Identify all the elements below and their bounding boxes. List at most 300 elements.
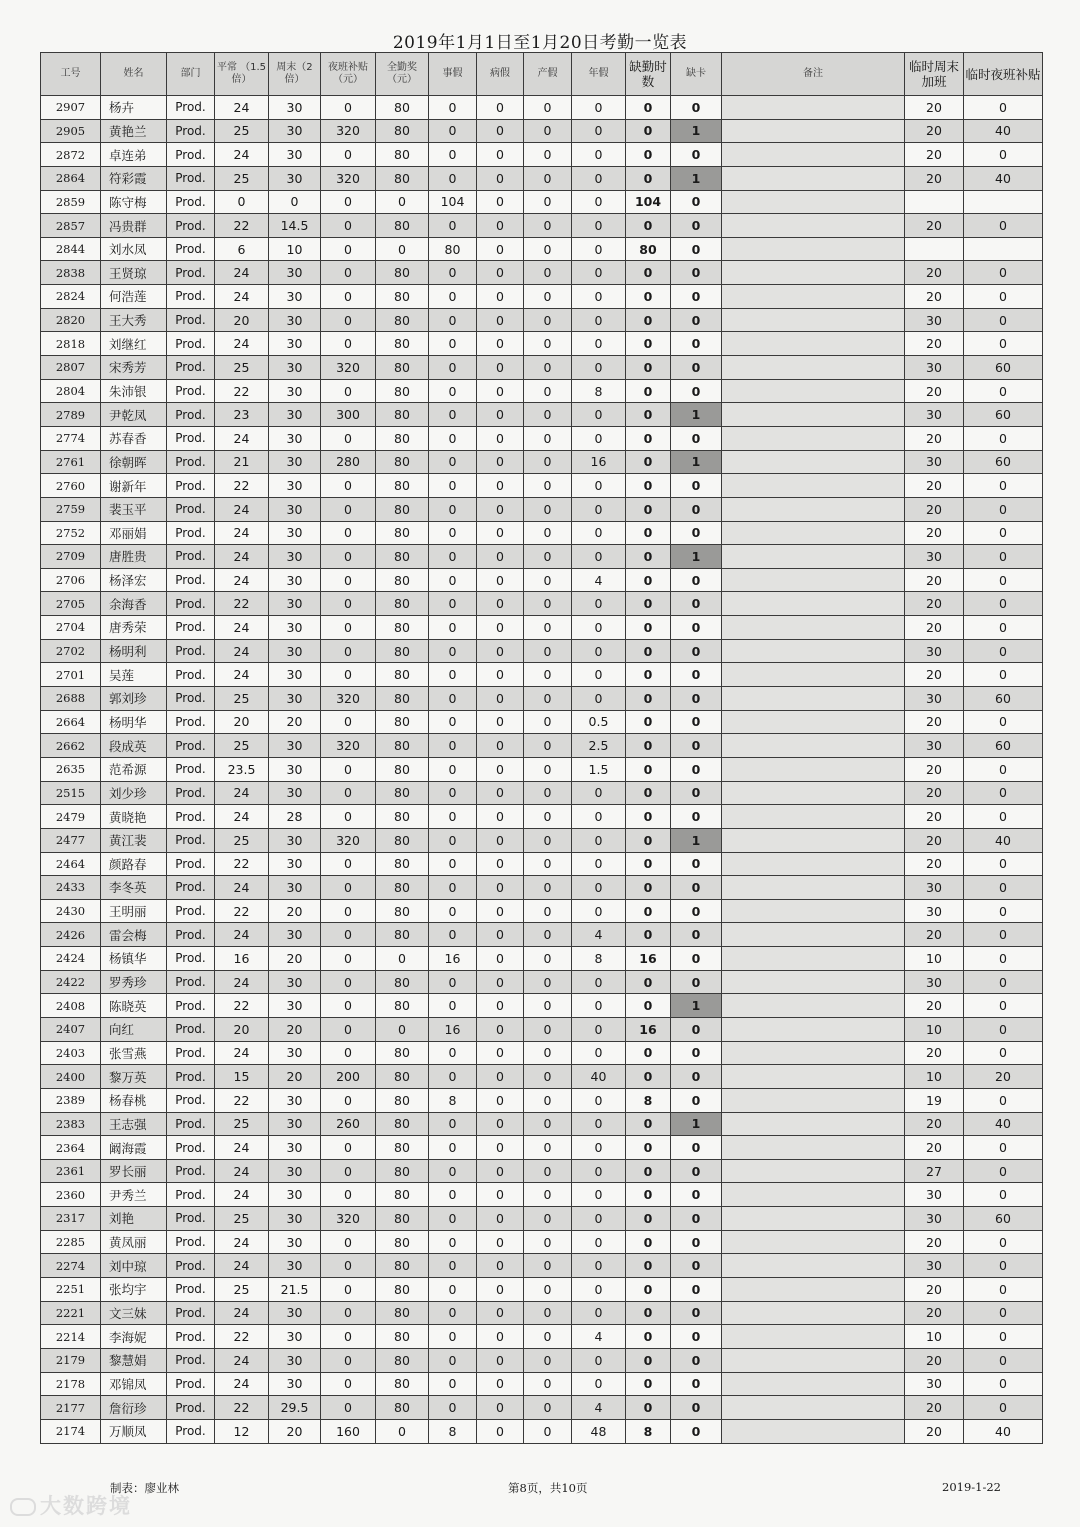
column-header: 临时周末加班 <box>905 53 964 96</box>
cell-maternity-leave: 0 <box>524 379 572 403</box>
cell-maternity-leave: 0 <box>524 970 572 994</box>
cell-night-allowance: 0 <box>321 285 376 309</box>
cell-annual-leave: 0 <box>572 356 626 380</box>
cell-annual-leave: 0 <box>572 426 626 450</box>
cell-maternity-leave: 0 <box>524 545 572 569</box>
table-row <box>41 545 1043 569</box>
cell-sick-leave: 0 <box>477 1254 524 1278</box>
cell-department: Prod. <box>167 1088 215 1112</box>
table-row <box>41 285 1043 309</box>
cell-temp-weekend-ot: 30 <box>905 450 964 474</box>
cell-annual-leave: 16 <box>572 450 626 474</box>
cell-temp-night-allowance: 0 <box>964 474 1043 498</box>
cell-night-allowance: 0 <box>321 1372 376 1396</box>
cell-temp-weekend-ot: 10 <box>905 1017 964 1041</box>
cell-night-allowance: 0 <box>321 1254 376 1278</box>
cell-attendance-bonus: 0 <box>376 1419 429 1443</box>
cell-sick-leave: 0 <box>477 734 524 758</box>
cell-attendance-bonus: 80 <box>376 568 429 592</box>
cell-weekday-ot: 15 <box>215 1065 269 1089</box>
cell-weekday-ot: 24 <box>215 332 269 356</box>
cell-temp-weekend-ot: 20 <box>905 1136 964 1160</box>
cell-temp-weekend-ot: 20 <box>905 166 964 190</box>
cell-attendance-bonus: 80 <box>376 119 429 143</box>
cell-remarks <box>722 332 905 356</box>
cell-annual-leave: 0 <box>572 143 626 167</box>
cell-missed-punch: 0 <box>671 1041 722 1065</box>
cell-night-allowance: 0 <box>321 1088 376 1112</box>
cell-night-allowance: 0 <box>321 639 376 663</box>
cell-temp-weekend-ot: 20 <box>905 1112 964 1136</box>
cell-absence-hours: 0 <box>626 1136 671 1160</box>
cell-temp-night-allowance: 0 <box>964 332 1043 356</box>
cell-temp-night-allowance <box>964 190 1043 214</box>
cell-weekend-ot: 30 <box>269 308 321 332</box>
cell-maternity-leave: 0 <box>524 1230 572 1254</box>
cell-weekday-ot: 21 <box>215 450 269 474</box>
cell-sick-leave: 0 <box>477 1419 524 1443</box>
cell-annual-leave: 0 <box>572 497 626 521</box>
cell-temp-weekend-ot: 20 <box>905 214 964 238</box>
cell-weekday-ot: 22 <box>215 214 269 238</box>
cell-temp-night-allowance: 20 <box>964 1065 1043 1089</box>
cell-temp-weekend-ot: 20 <box>905 592 964 616</box>
cell-temp-night-allowance: 0 <box>964 1348 1043 1372</box>
cell-temp-night-allowance: 0 <box>964 1325 1043 1349</box>
cell-employee-name: 余海香 <box>101 592 167 616</box>
cell-temp-weekend-ot: 30 <box>905 545 964 569</box>
cell-maternity-leave: 0 <box>524 734 572 758</box>
cell-sick-leave: 0 <box>477 1183 524 1207</box>
cell-temp-weekend-ot: 20 <box>905 710 964 734</box>
cell-sick-leave: 0 <box>477 403 524 427</box>
cell-night-allowance: 0 <box>321 592 376 616</box>
cell-absence-hours: 0 <box>626 285 671 309</box>
cell-temp-weekend-ot: 20 <box>905 923 964 947</box>
cell-employee-name: 杨明华 <box>101 710 167 734</box>
cell-personal-leave: 0 <box>429 1207 477 1231</box>
cell-personal-leave: 0 <box>429 332 477 356</box>
cell-annual-leave: 0 <box>572 1159 626 1183</box>
cell-employee-id: 2688 <box>41 687 101 711</box>
cell-absence-hours: 0 <box>626 521 671 545</box>
cell-employee-id: 2361 <box>41 1159 101 1183</box>
cell-missed-punch: 1 <box>671 1112 722 1136</box>
cell-night-allowance: 0 <box>321 994 376 1018</box>
cell-employee-name: 范希源 <box>101 757 167 781</box>
cell-personal-leave: 0 <box>429 521 477 545</box>
cell-department: Prod. <box>167 474 215 498</box>
cell-personal-leave: 80 <box>429 237 477 261</box>
cell-temp-weekend-ot: 20 <box>905 757 964 781</box>
cell-maternity-leave: 0 <box>524 899 572 923</box>
table-row <box>41 1112 1043 1136</box>
cell-remarks <box>722 96 905 120</box>
cell-weekend-ot: 14.5 <box>269 214 321 238</box>
cell-annual-leave: 8 <box>572 379 626 403</box>
cell-temp-weekend-ot: 30 <box>905 687 964 711</box>
cell-remarks <box>722 1017 905 1041</box>
cell-employee-name: 万顺凤 <box>101 1419 167 1443</box>
cell-absence-hours: 0 <box>626 1230 671 1254</box>
table-row <box>41 166 1043 190</box>
cell-weekday-ot: 20 <box>215 308 269 332</box>
cell-sick-leave: 0 <box>477 923 524 947</box>
cell-maternity-leave: 0 <box>524 781 572 805</box>
cell-temp-weekend-ot: 10 <box>905 947 964 971</box>
table-row <box>41 1230 1043 1254</box>
cell-department: Prod. <box>167 1348 215 1372</box>
cell-weekend-ot: 30 <box>269 474 321 498</box>
cell-weekday-ot: 22 <box>215 379 269 403</box>
cell-weekday-ot: 25 <box>215 1207 269 1231</box>
cell-weekend-ot: 30 <box>269 166 321 190</box>
cell-employee-name: 陈守梅 <box>101 190 167 214</box>
cell-attendance-bonus: 80 <box>376 734 429 758</box>
cell-absence-hours: 0 <box>626 994 671 1018</box>
cell-sick-leave: 0 <box>477 1088 524 1112</box>
cell-temp-weekend-ot: 27 <box>905 1159 964 1183</box>
cell-weekend-ot: 30 <box>269 616 321 640</box>
cell-weekday-ot: 24 <box>215 663 269 687</box>
cell-annual-leave: 0 <box>572 1017 626 1041</box>
cell-weekend-ot: 20 <box>269 1065 321 1089</box>
cell-remarks <box>722 356 905 380</box>
cell-temp-night-allowance <box>964 237 1043 261</box>
cell-employee-name: 颜路春 <box>101 852 167 876</box>
cell-remarks <box>722 1112 905 1136</box>
cell-weekday-ot: 22 <box>215 852 269 876</box>
table-row <box>41 1088 1043 1112</box>
cell-department: Prod. <box>167 734 215 758</box>
cell-employee-id: 2635 <box>41 757 101 781</box>
cell-temp-weekend-ot <box>905 237 964 261</box>
cell-employee-name: 王大秀 <box>101 308 167 332</box>
table-row <box>41 1159 1043 1183</box>
cell-department: Prod. <box>167 379 215 403</box>
cell-absence-hours: 0 <box>626 828 671 852</box>
cell-remarks <box>722 285 905 309</box>
cell-annual-leave: 0 <box>572 852 626 876</box>
cell-personal-leave: 0 <box>429 616 477 640</box>
cell-personal-leave: 0 <box>429 403 477 427</box>
cell-missed-punch: 1 <box>671 166 722 190</box>
cell-attendance-bonus: 80 <box>376 970 429 994</box>
cell-temp-night-allowance: 0 <box>964 1088 1043 1112</box>
table-row <box>41 592 1043 616</box>
cell-attendance-bonus: 80 <box>376 285 429 309</box>
cell-employee-name: 向红 <box>101 1017 167 1041</box>
cell-sick-leave: 0 <box>477 828 524 852</box>
table-row <box>41 616 1043 640</box>
cell-weekend-ot: 30 <box>269 687 321 711</box>
cell-weekend-ot: 30 <box>269 1159 321 1183</box>
cell-absence-hours: 0 <box>626 143 671 167</box>
cell-employee-name: 王贤琼 <box>101 261 167 285</box>
table-row <box>41 852 1043 876</box>
cell-annual-leave: 4 <box>572 568 626 592</box>
cell-night-allowance: 0 <box>321 1278 376 1302</box>
cell-weekend-ot: 30 <box>269 592 321 616</box>
cell-temp-night-allowance: 0 <box>964 710 1043 734</box>
cell-night-allowance: 0 <box>321 426 376 450</box>
cell-weekday-ot: 0 <box>215 190 269 214</box>
column-header: 临时夜班补贴 <box>964 53 1043 96</box>
cell-department: Prod. <box>167 568 215 592</box>
cell-attendance-bonus: 80 <box>376 1183 429 1207</box>
cell-personal-leave: 0 <box>429 757 477 781</box>
cell-sick-leave: 0 <box>477 96 524 120</box>
cell-missed-punch: 0 <box>671 568 722 592</box>
table-row <box>41 474 1043 498</box>
cell-attendance-bonus: 80 <box>376 497 429 521</box>
cell-weekday-ot: 22 <box>215 994 269 1018</box>
cell-absence-hours: 0 <box>626 568 671 592</box>
cell-employee-name: 杨泽宏 <box>101 568 167 592</box>
cell-weekend-ot: 30 <box>269 1207 321 1231</box>
table-row <box>41 143 1043 167</box>
cell-employee-name: 李冬英 <box>101 876 167 900</box>
cell-temp-weekend-ot: 30 <box>905 876 964 900</box>
cell-temp-weekend-ot: 30 <box>905 308 964 332</box>
cell-attendance-bonus: 80 <box>376 166 429 190</box>
cell-personal-leave: 0 <box>429 1396 477 1420</box>
cell-sick-leave: 0 <box>477 166 524 190</box>
cell-missed-punch: 0 <box>671 899 722 923</box>
cell-maternity-leave: 0 <box>524 1207 572 1231</box>
cell-night-allowance: 0 <box>321 1230 376 1254</box>
cell-attendance-bonus: 80 <box>376 356 429 380</box>
cell-remarks <box>722 237 905 261</box>
cell-personal-leave: 0 <box>429 734 477 758</box>
cell-temp-weekend-ot: 30 <box>905 899 964 923</box>
cell-sick-leave: 0 <box>477 1301 524 1325</box>
cell-employee-id: 2430 <box>41 899 101 923</box>
cell-personal-leave: 0 <box>429 828 477 852</box>
cell-night-allowance: 0 <box>321 805 376 829</box>
cell-temp-weekend-ot: 30 <box>905 1183 964 1207</box>
cell-maternity-leave: 0 <box>524 403 572 427</box>
cell-temp-weekend-ot: 30 <box>905 1207 964 1231</box>
cell-attendance-bonus: 80 <box>376 781 429 805</box>
cell-maternity-leave: 0 <box>524 1136 572 1160</box>
cell-temp-weekend-ot: 20 <box>905 663 964 687</box>
cell-absence-hours: 0 <box>626 1041 671 1065</box>
cell-employee-id: 2285 <box>41 1230 101 1254</box>
cell-temp-night-allowance: 0 <box>964 568 1043 592</box>
cell-weekday-ot: 22 <box>215 1325 269 1349</box>
cell-weekday-ot: 24 <box>215 1136 269 1160</box>
cell-temp-weekend-ot: 20 <box>905 474 964 498</box>
cell-missed-punch: 1 <box>671 828 722 852</box>
cell-personal-leave: 0 <box>429 781 477 805</box>
cell-weekend-ot: 0 <box>269 190 321 214</box>
cell-annual-leave: 0 <box>572 1207 626 1231</box>
cell-missed-punch: 0 <box>671 1396 722 1420</box>
column-header: 年假 <box>572 53 626 96</box>
cell-temp-weekend-ot: 20 <box>905 119 964 143</box>
cell-weekend-ot: 30 <box>269 332 321 356</box>
cell-employee-name: 黄凤丽 <box>101 1230 167 1254</box>
cell-attendance-bonus: 80 <box>376 1230 429 1254</box>
cell-night-allowance: 260 <box>321 1112 376 1136</box>
cell-employee-name: 吴莲 <box>101 663 167 687</box>
cell-annual-leave: 0 <box>572 828 626 852</box>
cell-employee-id: 2317 <box>41 1207 101 1231</box>
cell-maternity-leave: 0 <box>524 592 572 616</box>
cell-personal-leave: 0 <box>429 899 477 923</box>
cell-personal-leave: 16 <box>429 947 477 971</box>
cell-temp-weekend-ot: 20 <box>905 143 964 167</box>
cell-sick-leave: 0 <box>477 639 524 663</box>
cell-sick-leave: 0 <box>477 876 524 900</box>
cell-absence-hours: 0 <box>626 1254 671 1278</box>
cell-absence-hours: 0 <box>626 450 671 474</box>
cell-sick-leave: 0 <box>477 1372 524 1396</box>
cell-employee-name: 刘艳 <box>101 1207 167 1231</box>
cell-weekend-ot: 30 <box>269 1230 321 1254</box>
table-row <box>41 1396 1043 1420</box>
table-row <box>41 1348 1043 1372</box>
table-row <box>41 1419 1043 1443</box>
cell-attendance-bonus: 80 <box>376 1112 429 1136</box>
cell-employee-id: 2702 <box>41 639 101 663</box>
table-row <box>41 1325 1043 1349</box>
cell-employee-id: 2422 <box>41 970 101 994</box>
cell-absence-hours: 0 <box>626 592 671 616</box>
cell-employee-id: 2752 <box>41 521 101 545</box>
cell-personal-leave: 0 <box>429 285 477 309</box>
cell-employee-id: 2706 <box>41 568 101 592</box>
cell-weekday-ot: 24 <box>215 1372 269 1396</box>
cell-employee-name: 唐秀荣 <box>101 616 167 640</box>
cell-employee-id: 2824 <box>41 285 101 309</box>
cell-temp-night-allowance: 0 <box>964 1396 1043 1420</box>
cell-remarks <box>722 1301 905 1325</box>
cell-temp-night-allowance: 0 <box>964 639 1043 663</box>
cell-department: Prod. <box>167 1159 215 1183</box>
cell-maternity-leave: 0 <box>524 616 572 640</box>
cell-night-allowance: 0 <box>321 379 376 403</box>
cell-sick-leave: 0 <box>477 1348 524 1372</box>
cell-weekday-ot: 25 <box>215 828 269 852</box>
cell-weekend-ot: 30 <box>269 119 321 143</box>
cell-employee-id: 2177 <box>41 1396 101 1420</box>
cell-personal-leave: 0 <box>429 1348 477 1372</box>
cell-department: Prod. <box>167 332 215 356</box>
cell-sick-leave: 0 <box>477 781 524 805</box>
cell-personal-leave: 0 <box>429 1254 477 1278</box>
cell-temp-night-allowance: 0 <box>964 1017 1043 1041</box>
cell-employee-id: 2664 <box>41 710 101 734</box>
cell-missed-punch: 0 <box>671 285 722 309</box>
cell-attendance-bonus: 80 <box>376 1254 429 1278</box>
table-row <box>41 96 1043 120</box>
cell-weekend-ot: 30 <box>269 426 321 450</box>
cell-night-allowance: 0 <box>321 852 376 876</box>
cell-missed-punch: 0 <box>671 1301 722 1325</box>
cell-employee-id: 2774 <box>41 426 101 450</box>
cell-absence-hours: 80 <box>626 237 671 261</box>
cell-absence-hours: 0 <box>626 876 671 900</box>
cell-night-allowance: 0 <box>321 214 376 238</box>
cell-employee-id: 2426 <box>41 923 101 947</box>
cell-maternity-leave: 0 <box>524 119 572 143</box>
cell-maternity-leave: 0 <box>524 285 572 309</box>
cell-weekday-ot: 24 <box>215 639 269 663</box>
cell-weekend-ot: 30 <box>269 450 321 474</box>
cell-weekday-ot: 25 <box>215 734 269 758</box>
table-row <box>41 1065 1043 1089</box>
cell-annual-leave: 0 <box>572 805 626 829</box>
cell-annual-leave: 0.5 <box>572 710 626 734</box>
cell-sick-leave: 0 <box>477 521 524 545</box>
column-header: 平常 （1.5倍） <box>215 53 269 96</box>
cell-absence-hours: 0 <box>626 757 671 781</box>
cell-maternity-leave: 0 <box>524 1112 572 1136</box>
cell-maternity-leave: 0 <box>524 828 572 852</box>
cell-annual-leave: 0 <box>572 521 626 545</box>
cell-sick-leave: 0 <box>477 143 524 167</box>
cell-night-allowance: 0 <box>321 1301 376 1325</box>
cell-employee-name: 符彩霞 <box>101 166 167 190</box>
cell-weekday-ot: 24 <box>215 781 269 805</box>
cell-maternity-leave: 0 <box>524 1254 572 1278</box>
cell-employee-id: 2389 <box>41 1088 101 1112</box>
cell-weekend-ot: 30 <box>269 1254 321 1278</box>
cell-attendance-bonus: 80 <box>376 403 429 427</box>
cell-attendance-bonus: 80 <box>376 757 429 781</box>
footer-date: 2019-1-22 <box>942 1480 1001 1494</box>
cell-temp-night-allowance: 0 <box>964 379 1043 403</box>
cell-maternity-leave: 0 <box>524 687 572 711</box>
cell-sick-leave: 0 <box>477 545 524 569</box>
cell-personal-leave: 0 <box>429 1183 477 1207</box>
cell-absence-hours: 0 <box>626 1159 671 1183</box>
cell-night-allowance: 160 <box>321 1419 376 1443</box>
cell-annual-leave: 0 <box>572 1088 626 1112</box>
cell-maternity-leave: 0 <box>524 1372 572 1396</box>
cell-weekend-ot: 30 <box>269 970 321 994</box>
cell-absence-hours: 0 <box>626 1278 671 1302</box>
cell-temp-weekend-ot: 30 <box>905 403 964 427</box>
cell-department: Prod. <box>167 1419 215 1443</box>
cell-employee-id: 2251 <box>41 1278 101 1302</box>
cell-temp-weekend-ot: 20 <box>905 285 964 309</box>
cell-remarks <box>722 497 905 521</box>
column-header: 夜班补贴（元） <box>321 53 376 96</box>
cell-department: Prod. <box>167 450 215 474</box>
cell-absence-hours: 0 <box>626 166 671 190</box>
cell-annual-leave: 48 <box>572 1419 626 1443</box>
cell-employee-name: 雷会梅 <box>101 923 167 947</box>
cell-night-allowance: 320 <box>321 734 376 758</box>
cell-annual-leave: 8 <box>572 947 626 971</box>
cell-weekend-ot: 30 <box>269 521 321 545</box>
cell-employee-id: 2820 <box>41 308 101 332</box>
cell-department: Prod. <box>167 710 215 734</box>
cell-department: Prod. <box>167 190 215 214</box>
cell-absence-hours: 0 <box>626 805 671 829</box>
cell-temp-night-allowance: 0 <box>964 781 1043 805</box>
table-row <box>41 781 1043 805</box>
cell-employee-id: 2804 <box>41 379 101 403</box>
cell-employee-id: 2433 <box>41 876 101 900</box>
cell-employee-name: 段成英 <box>101 734 167 758</box>
cell-personal-leave: 0 <box>429 568 477 592</box>
cell-night-allowance: 0 <box>321 710 376 734</box>
cell-attendance-bonus: 80 <box>376 426 429 450</box>
